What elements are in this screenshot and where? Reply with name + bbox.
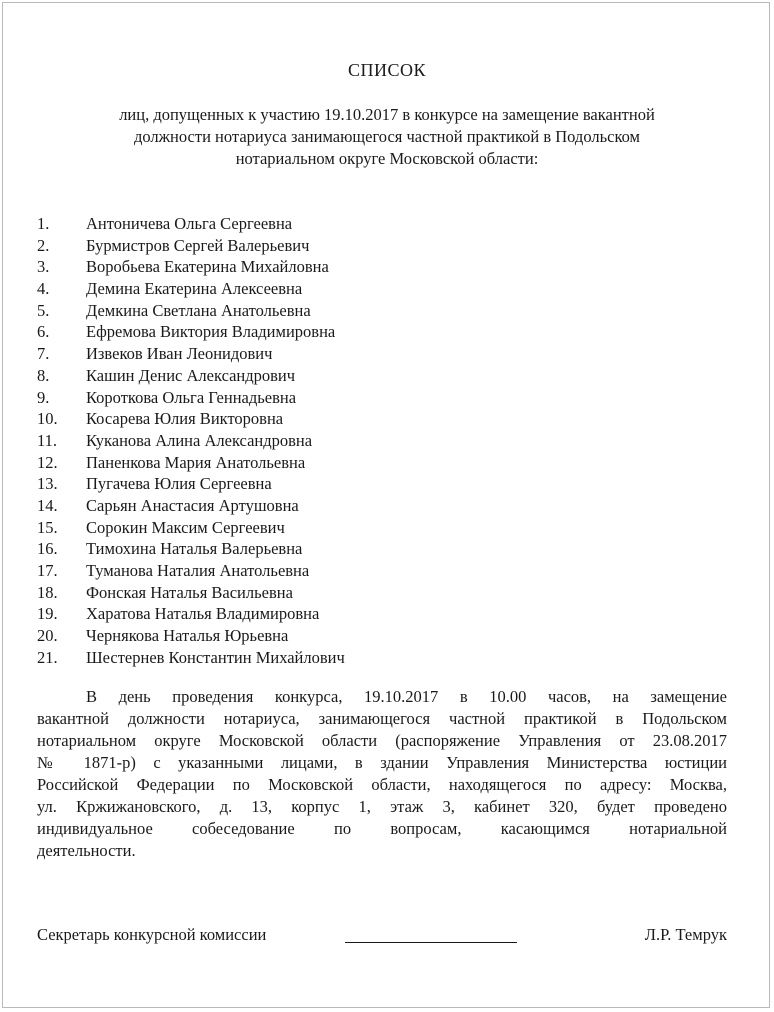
signature-role: Секретарь конкурсной комиссии bbox=[37, 925, 267, 944]
participant-name: Ефремова Виктория Владимировна bbox=[86, 322, 336, 342]
participant-number: 15. bbox=[37, 517, 58, 537]
participant-item bbox=[37, 473, 637, 495]
subtitle-line: лиц, допущенных к участию 19.10.2017 в конкурсе на замещение вакантной bbox=[119, 105, 655, 124]
participant-item bbox=[37, 300, 637, 322]
participant-item bbox=[37, 538, 637, 560]
participant-item bbox=[37, 365, 637, 387]
participant-item bbox=[37, 625, 637, 647]
participant-number: 7. bbox=[37, 344, 50, 364]
participant-item bbox=[37, 321, 637, 343]
participant-number: 2. bbox=[37, 235, 50, 255]
participant-item bbox=[37, 560, 637, 582]
participant-name: Демина Екатерина Алексеевна bbox=[86, 279, 303, 299]
participant-number: 12. bbox=[37, 452, 58, 472]
participant-number: 5. bbox=[37, 300, 50, 320]
participant-name: Антоничева Ольга Сергеевна bbox=[86, 214, 293, 233]
paragraph-line: вакантной должности нотариуса, занимающегося частной практикой в Подольском bbox=[37, 709, 727, 728]
participant-item bbox=[37, 603, 637, 625]
participant-number: 20. bbox=[37, 626, 58, 646]
participant-item bbox=[37, 495, 637, 517]
participant-number: 17. bbox=[37, 561, 58, 580]
paragraph-line: нотариальном округе Московской области (распоряжение Управления от 23.08.2017 bbox=[37, 731, 727, 750]
participant-item bbox=[37, 517, 637, 539]
participant-item bbox=[37, 647, 637, 669]
participants-list bbox=[37, 213, 637, 668]
participant-item bbox=[37, 235, 637, 257]
signature-name: Л.Р. Темрук bbox=[644, 925, 727, 944]
participant-item bbox=[37, 256, 637, 278]
participant-number: 8. bbox=[37, 365, 50, 385]
participant-item bbox=[37, 387, 637, 409]
participant-name: Короткова Ольга Геннадьевна bbox=[86, 387, 297, 407]
participant-name: Бурмистров Сергей Валерьевич bbox=[86, 235, 310, 255]
participant-item bbox=[37, 408, 637, 430]
subtitle-line: должности нотариуса занимающегося частной практикой в Подольском bbox=[134, 127, 640, 146]
participant-item bbox=[37, 343, 637, 365]
participant-number: 16. bbox=[37, 539, 58, 559]
participant-number: 14. bbox=[37, 495, 58, 515]
participant-name: Сорокин Максим Сергеевич bbox=[86, 517, 285, 537]
participant-number: 10. bbox=[37, 409, 58, 429]
participant-name: Сарьян Анастасия Артушовна bbox=[86, 495, 299, 515]
participant-name: Куканова Алина Александровна bbox=[86, 430, 313, 450]
document-title: СПИСОК bbox=[347, 60, 426, 80]
participant-name: Тимохина Наталья Валерьевна bbox=[86, 539, 303, 559]
participant-number: 11. bbox=[37, 430, 58, 450]
participant-item bbox=[37, 582, 637, 604]
participant-item bbox=[37, 430, 637, 452]
paragraph-line: Российской Федерации по Московской области, находящегося по адресу: Москва, bbox=[37, 775, 727, 794]
participant-number: 13. bbox=[37, 474, 58, 494]
subtitle-line: нотариальном округе Московской области: bbox=[235, 149, 539, 168]
participant-number: 9. bbox=[37, 387, 50, 407]
participant-item bbox=[37, 452, 637, 474]
signature-line bbox=[345, 942, 517, 943]
participant-number: 1. bbox=[37, 214, 50, 233]
paragraph-line: ул. Кржижановского, д. 13, корпус 1, этаж 3, кабинет 320, будет проведено bbox=[37, 797, 727, 816]
participant-name: Пугачева Юлия Сергеевна bbox=[86, 474, 272, 494]
participant-name: Харатова Наталья Владимировна bbox=[86, 604, 320, 624]
participant-name: Кашин Денис Александрович bbox=[86, 365, 296, 385]
participant-number: 21. bbox=[37, 647, 58, 667]
participant-name: Извеков Иван Леонидович bbox=[86, 344, 273, 364]
signature-block bbox=[37, 925, 727, 947]
participant-name: Воробьева Екатерина Михайловна bbox=[86, 257, 329, 277]
participant-number: 6. bbox=[37, 322, 50, 342]
participant-name: Косарева Юлия Викторовна bbox=[86, 409, 284, 429]
participant-name: Шестернев Константин Михайлович bbox=[86, 647, 345, 667]
participant-name: Фонская Наталья Васильевна bbox=[86, 582, 293, 602]
paragraph-line: В день проведения конкурса, 19.10.2017 в 10.00 часов, на замещение bbox=[86, 687, 727, 706]
participant-name: Туманова Наталия Анатольевна bbox=[86, 561, 310, 580]
document-subtitle bbox=[40, 104, 734, 170]
paragraph-line: № 1871-р) с указанными лицами, в здании Управления Министерства юстиции bbox=[37, 753, 727, 772]
participant-number: 4. bbox=[37, 279, 50, 299]
participant-item bbox=[37, 213, 637, 235]
participant-number: 19. bbox=[37, 604, 58, 624]
paragraph-line: деятельности. bbox=[37, 841, 136, 860]
participant-name: Демкина Светлана Анатольевна bbox=[86, 300, 311, 320]
participant-number: 3. bbox=[37, 257, 50, 277]
participant-number: 18. bbox=[37, 582, 58, 602]
paragraph-line: индивидуальное собеседование по вопросам, касающимся нотариальной bbox=[37, 819, 727, 838]
participant-name: Паненкова Мария Анатольевна bbox=[86, 452, 306, 472]
participant-item bbox=[37, 278, 637, 300]
announcement-paragraph bbox=[37, 686, 727, 862]
participant-name: Чернякова Наталья Юрьевна bbox=[86, 626, 289, 646]
